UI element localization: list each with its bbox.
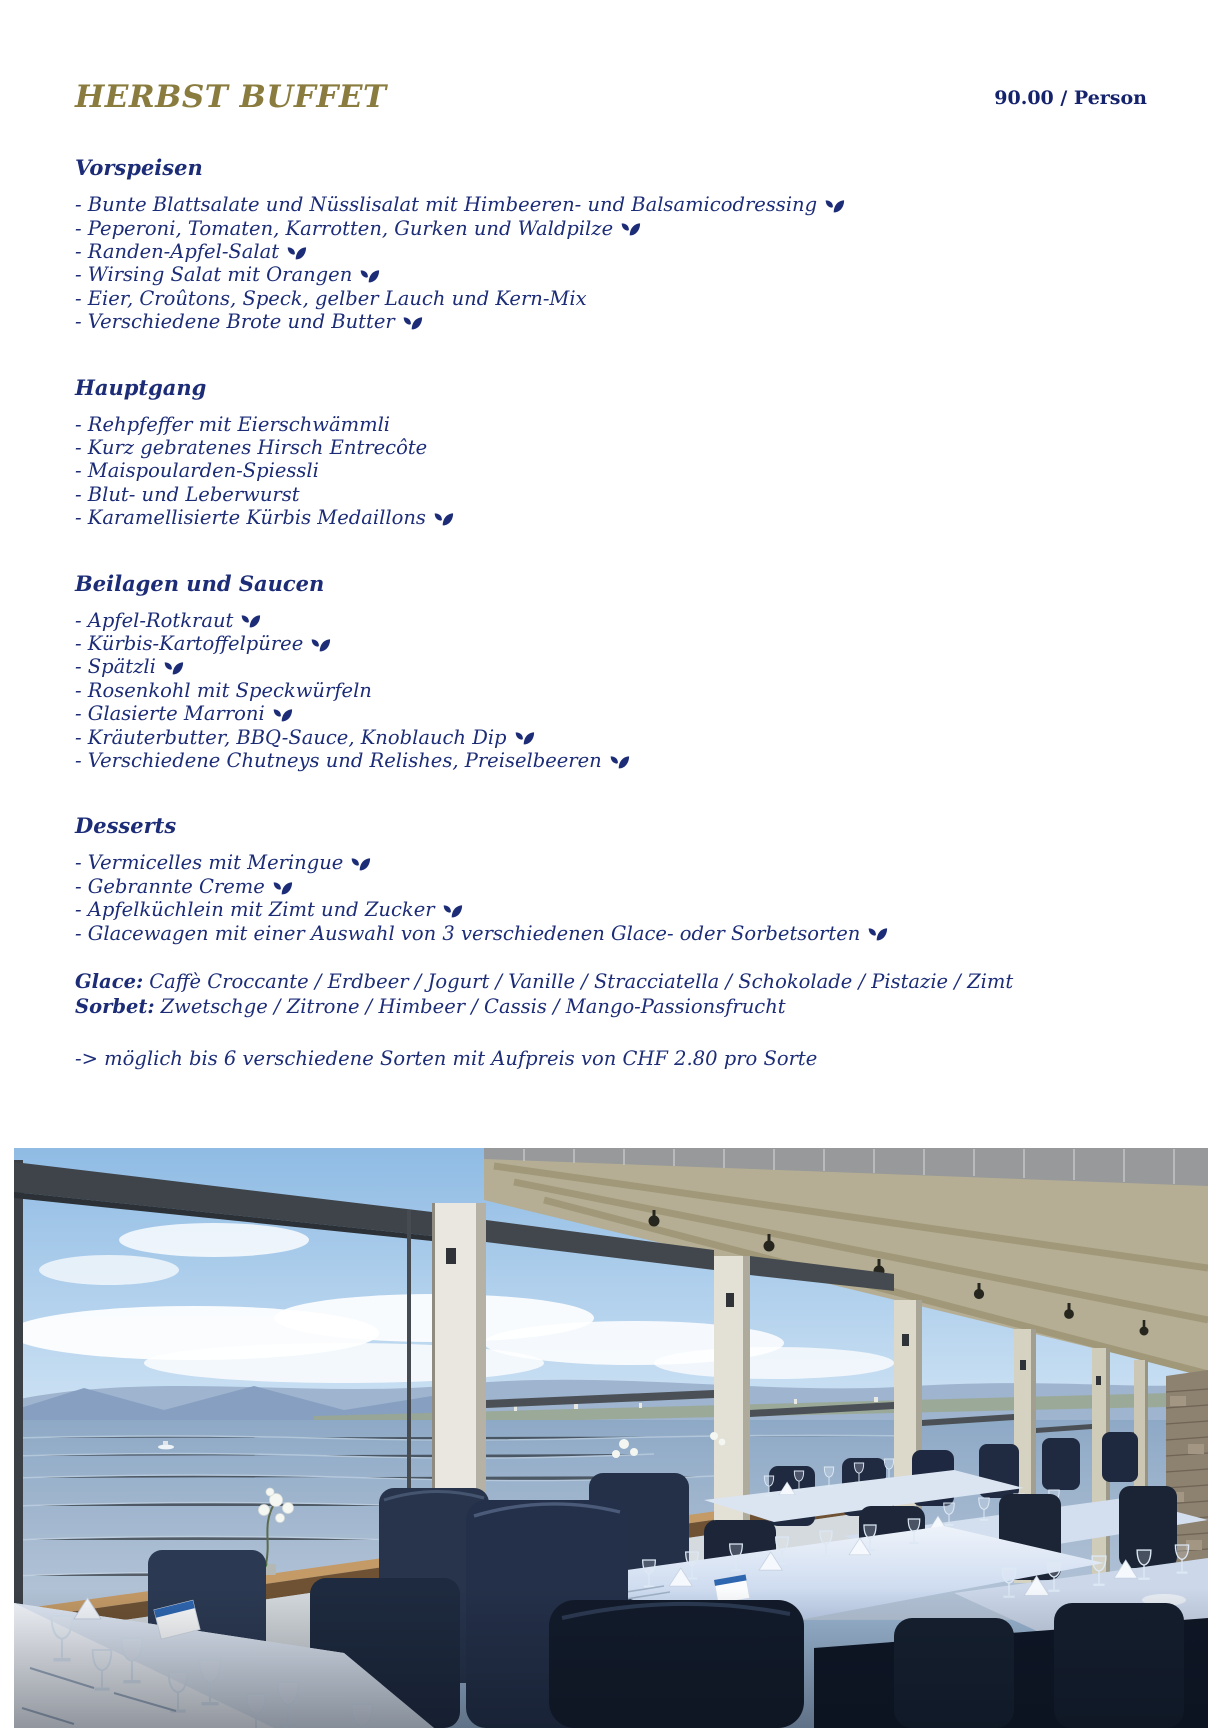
menu-item (75, 726, 1147, 749)
section-items (75, 851, 1147, 945)
menu-item (75, 483, 1147, 506)
menu-item (75, 875, 1147, 898)
menu-page (75, 80, 1147, 1070)
menu-item-text: - Verschiedene Brote und Butter (75, 310, 395, 334)
menu-item-text: - Apfelküchlein mit Zimt und Zucker (75, 898, 435, 922)
glace-label: Glace: (75, 970, 144, 994)
menu-item (75, 310, 1147, 333)
glace-flavors-line (75, 969, 1147, 994)
menu-item-text: - Karamellisierte Kürbis Medaillons (75, 506, 426, 530)
menu-item-text: - Apfel-Rotkraut (75, 608, 234, 632)
menu-item (75, 679, 1147, 702)
menu-item-text: - Randen-Apfel-Salat (75, 239, 280, 263)
menu-item (75, 922, 1147, 945)
menu-item (75, 851, 1147, 874)
menu-item-text: - Eier, Croûtons, Speck, gelber Lauch und Kern-Mix (75, 286, 587, 310)
menu-item (75, 632, 1147, 655)
glace-flavors: Caffè Croccante / Erdbeer / Jogurt / Vanille / Stracciatella / Schokolade / Pistazie / Zimt (149, 970, 1014, 994)
menu-item-text: - Glacewagen mit einer Auswahl von 3 verschiedenen Glace- oder Sorbetsorten (75, 921, 861, 945)
vegetarian-leaf-icon (286, 245, 307, 261)
menu-item-text: - Verschiedene Chutneys und Relishes, Preiselbeeren (75, 749, 602, 772)
menu-item (75, 413, 1147, 436)
flavor-lists (75, 969, 1147, 1019)
menu-item-text: - Blut- und Leberwurst (75, 482, 300, 506)
vegetarian-leaf-icon (620, 221, 641, 237)
vegetarian-leaf-icon (867, 926, 888, 942)
section-items (75, 193, 1147, 333)
menu-item-text: - Kräuterbutter, BBQ-Sauce, Knoblauch Dip (75, 725, 507, 749)
section-heading: Beilagen und Saucen (75, 570, 325, 596)
menu-item (75, 240, 1147, 263)
surcharge-note: -> möglich bis 6 verschiedene Sorten mit Aufpreis von CHF 2.80 pro Sorte (75, 1047, 818, 1071)
menu-item (75, 436, 1147, 459)
menu-item-text: - Rehpfeffer mit Eierschwämmli (75, 412, 391, 436)
menu-item-text: - Kürbis-Kartoffelpüree (75, 631, 304, 655)
menu-item (75, 609, 1147, 632)
menu-item (75, 749, 1147, 772)
title-row (75, 80, 1147, 114)
menu-item (75, 655, 1147, 678)
menu-item-text: - Maispoularden-Spiessli (75, 459, 319, 483)
menu-item (75, 702, 1147, 725)
menu-item-text: - Rosenkohl mit Speckwürfeln (75, 678, 372, 702)
vegetarian-leaf-icon (240, 613, 261, 629)
section-heading: Vorspeisen (75, 155, 203, 181)
menu-item-text: - Bunte Blattsalate und Nüsslisalat mit Himbeeren- und Balsamicodressing (75, 193, 818, 217)
vegetarian-leaf-icon (350, 856, 371, 872)
sorbet-flavors-line (75, 994, 1147, 1019)
menu-item (75, 263, 1147, 286)
vegetarian-leaf-icon (272, 707, 293, 723)
menu-item-text: - Wirsing Salat mit Orangen (75, 263, 353, 287)
vegetarian-leaf-icon (359, 268, 380, 284)
menu-item (75, 217, 1147, 240)
vegetarian-leaf-icon (163, 660, 184, 676)
sorbet-label: Sorbet: (75, 995, 155, 1019)
menu-section (75, 155, 1147, 333)
vegetarian-leaf-icon (514, 730, 535, 746)
page-title: HERBST BUFFET (75, 79, 387, 115)
menu-item-text: - Kurz gebratenes Hirsch Entrecôte (75, 435, 428, 459)
menu-section (75, 571, 1147, 773)
menu-section (75, 375, 1147, 530)
price-per-person: 90.00 / Person (994, 87, 1147, 110)
menu-item (75, 193, 1147, 216)
vegetarian-leaf-icon (310, 637, 331, 653)
vegetarian-leaf-icon (433, 511, 454, 527)
section-heading: Hauptgang (75, 374, 207, 400)
restaurant-photo-scene (14, 1148, 1208, 1728)
section-items (75, 609, 1147, 773)
menu-item-text: - Spätzli (75, 655, 156, 679)
vegetarian-leaf-icon (272, 880, 293, 896)
section-heading: Desserts (75, 813, 177, 839)
sorbet-flavors: Zwetschge / Zitrone / Himbeer / Cassis / Mango-Passionsfrucht (160, 995, 786, 1019)
menu-section (75, 813, 1147, 945)
menu-sections (75, 155, 1147, 945)
section-items (75, 413, 1147, 530)
menu-item-text: - Gebrannte Creme (75, 874, 265, 898)
menu-item-text: - Peperoni, Tomaten, Karrotten, Gurken und Waldpilze (75, 216, 614, 240)
menu-item-text: - Glasierte Marroni (75, 702, 265, 726)
vegetarian-leaf-icon (402, 315, 423, 331)
menu-item (75, 459, 1147, 482)
menu-item (75, 287, 1147, 310)
menu-item (75, 898, 1147, 921)
photo-vignette (14, 1588, 1208, 1728)
vegetarian-leaf-icon (824, 198, 845, 214)
menu-item (75, 506, 1147, 529)
vegetarian-leaf-icon (609, 754, 630, 770)
menu-item-text: - Vermicelles mit Meringue (75, 851, 344, 875)
vegetarian-leaf-icon (442, 903, 463, 919)
restaurant-photo (14, 1148, 1208, 1728)
